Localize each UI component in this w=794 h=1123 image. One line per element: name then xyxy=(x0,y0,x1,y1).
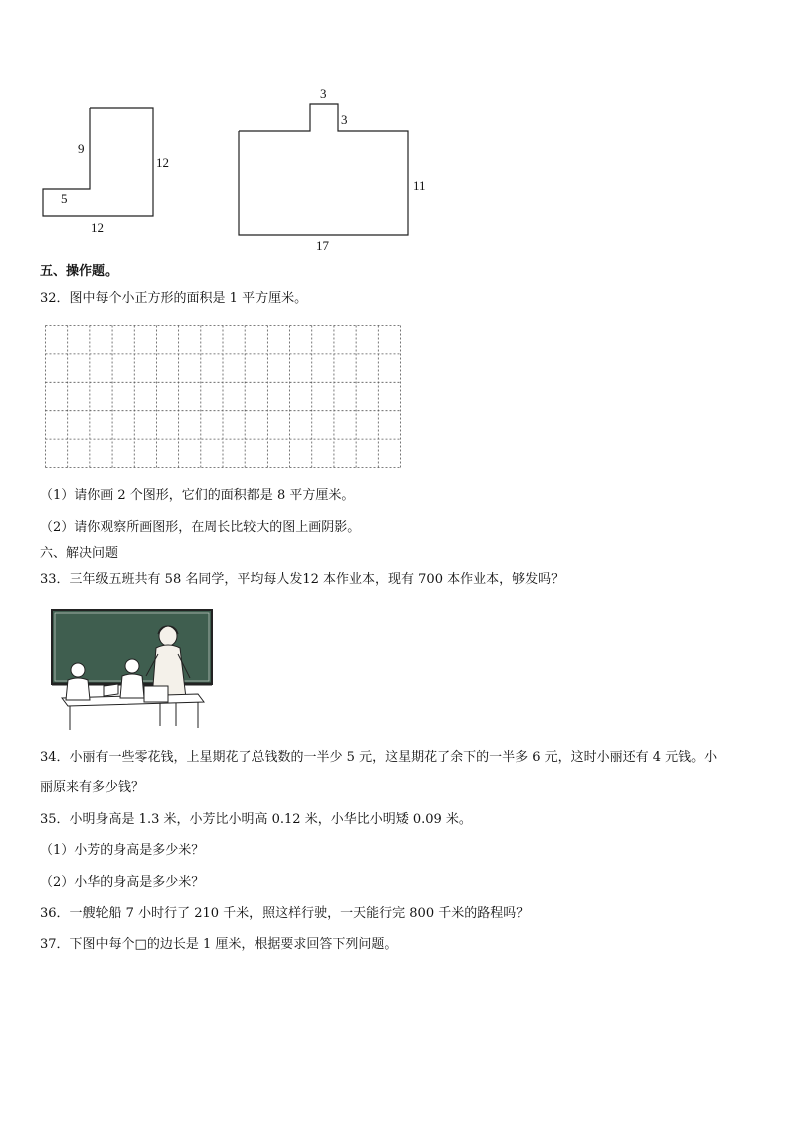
rect-tab-dim-top: 3 xyxy=(320,86,327,101)
question-35-part-2: （2）小华的身高是多少米？ xyxy=(40,875,205,890)
rect-tab-dim-side: 3 xyxy=(341,112,348,127)
rect-tab-outline xyxy=(239,104,408,235)
l-shape-outline xyxy=(43,108,153,216)
question-32-stem: 32．图中每个小正方形的面积是 1 平方厘米。 xyxy=(40,291,308,306)
question-32-part-1: （1）请你画 2 个图形，它们的面积都是 8 平方厘米。 xyxy=(40,488,355,503)
question-33-stem: 33．三年级五班共有 58 名同学，平均每人发12 本作业本，现有 700 本作业本，够发吗？ xyxy=(40,572,565,587)
figure-l-shape xyxy=(30,100,190,240)
question-37-stem: 37．下图中每个□的边长是 1 厘米，根据要求回答下列问题。 xyxy=(40,937,398,952)
square-grid xyxy=(45,325,401,468)
rect-tab-dim-bottom: 17 xyxy=(316,238,329,253)
section-title-6: 六、解决问题 xyxy=(40,546,119,561)
question-32-part-2: （2）请你观察所画图形，在周长比较大的图上画阴影。 xyxy=(40,520,361,535)
l-shape-dim-inner-left: 9 xyxy=(78,141,85,156)
l-shape-dim-step: 5 xyxy=(61,191,68,206)
question-35-stem: 35．小明身高是 1.3 米，小芳比小明高 0.12 米，小华比小明矮 0.09 米。 xyxy=(40,812,472,827)
question-36-stem: 36．一艘轮船 7 小时行了 210 千米，照这样行驶，一天能行完 800 千米的路程吗？ xyxy=(40,906,530,921)
question-34-line-2: 丽原来有多少钱？ xyxy=(40,780,145,795)
question-34-line-1: 34．小丽有一些零花钱，上星期花了总钱数的一半少 5 元，这星期花了余下的一半多 6 元，这时小丽还有 4 元钱。小 xyxy=(40,750,718,765)
figure-rect-with-tab xyxy=(230,80,440,255)
l-shape-dim-bottom: 12 xyxy=(91,220,104,235)
classroom-illustration xyxy=(48,606,218,734)
question-35-part-1: （1）小芳的身高是多少米？ xyxy=(40,843,205,858)
rect-tab-dim-right: 11 xyxy=(413,178,426,193)
section-title-5: 五、操作题。 xyxy=(40,264,119,279)
l-shape-dim-right: 12 xyxy=(156,155,169,170)
